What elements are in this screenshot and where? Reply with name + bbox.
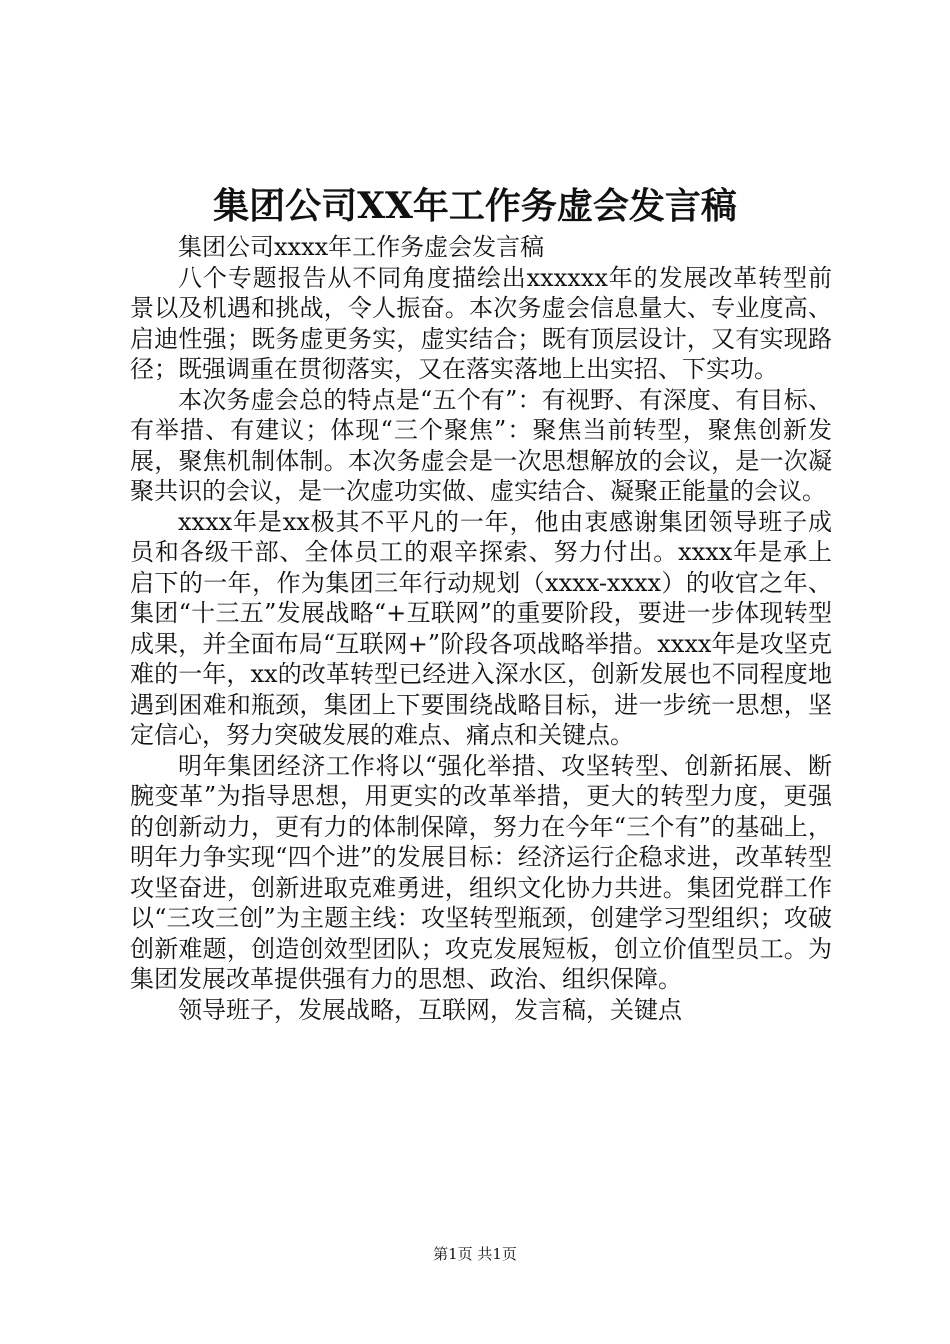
document-body (130, 232, 832, 1025)
paragraph-features: 本次务虚会总的特点是“五个有”：有视野、有深度、有目标、有举措、有建议；体现“三个聚焦”：聚焦当前转型，聚焦创新发展，聚焦机制体制。本次务虚会是一次思想解放的会议，是一次凝聚共识的会议，是一次虚功实做、虚实结合、凝聚正能量的会议。 (130, 385, 832, 505)
paragraph-subtitle: 集团公司xxxx年工作务虚会发言稿 (178, 233, 545, 261)
paragraph-year-review: xxxx年是xx极其不平凡的一年，他由衷感谢集团领导班子成员和各级干部、全体员工的艰辛探索、努力付出。xxxx年是承上启下的一年，作为集团三年行动规划（xxxx-xxxx）的收官之年、集团“十三五”发展战略“+互联网”的重要阶段，要进一步体现转型成果，并全面布局“互联网+”阶段各项战略举措。xxxx年是攻坚克难的一年，xx的改革转型已经进入深水区，创新发展也不同程度地遇到困难和瓶颈，集团上下要围绕战略目标，进一步统一思想，坚定信心，努力突破发展的难点、痛点和关键点。 (130, 507, 832, 749)
paragraph-keywords: 领导班子，发展战略，互联网，发言稿，关键点 (178, 995, 682, 1024)
document-title: 集团公司XX年工作务虚会发言稿 (213, 185, 737, 227)
page-footer: 第1页 共1页 (433, 1245, 517, 1263)
paragraph-next-year: 明年集团经济工作将以“强化举措、攻坚转型、创新拓展、断腕变革”为指导思想，用更实的改革举措，更大的转型力度，更强的创新动力，更有力的体制保障，努力在今年“三个有”的基础上，明年力争实现“四个进”的发展目标：经济运行企稳求进，改革转型攻坚奋进，创新进取克难勇进，组织文化协力共进。集团党群工作以“三攻三创”为主题主线：攻坚转型瓶颈，创建学习型组织；攻破创新难题，创造创效型团队；攻克发展短板，创立价值型员工。为集团发展改革提供强有力的思想、政治、组织保障。 (130, 751, 832, 993)
paragraph-reports: 八个专题报告从不同角度描绘出xxxxxx年的发展改革转型前景以及机遇和挑战，令人振奋。本次务虚会信息量大、专业度高、启迪性强；既务虚更务实，虚实结合；既有顶层设计，又有实现路径；既强调重在贯彻落实，又在落实落地上出实招、下实功。 (130, 263, 832, 383)
